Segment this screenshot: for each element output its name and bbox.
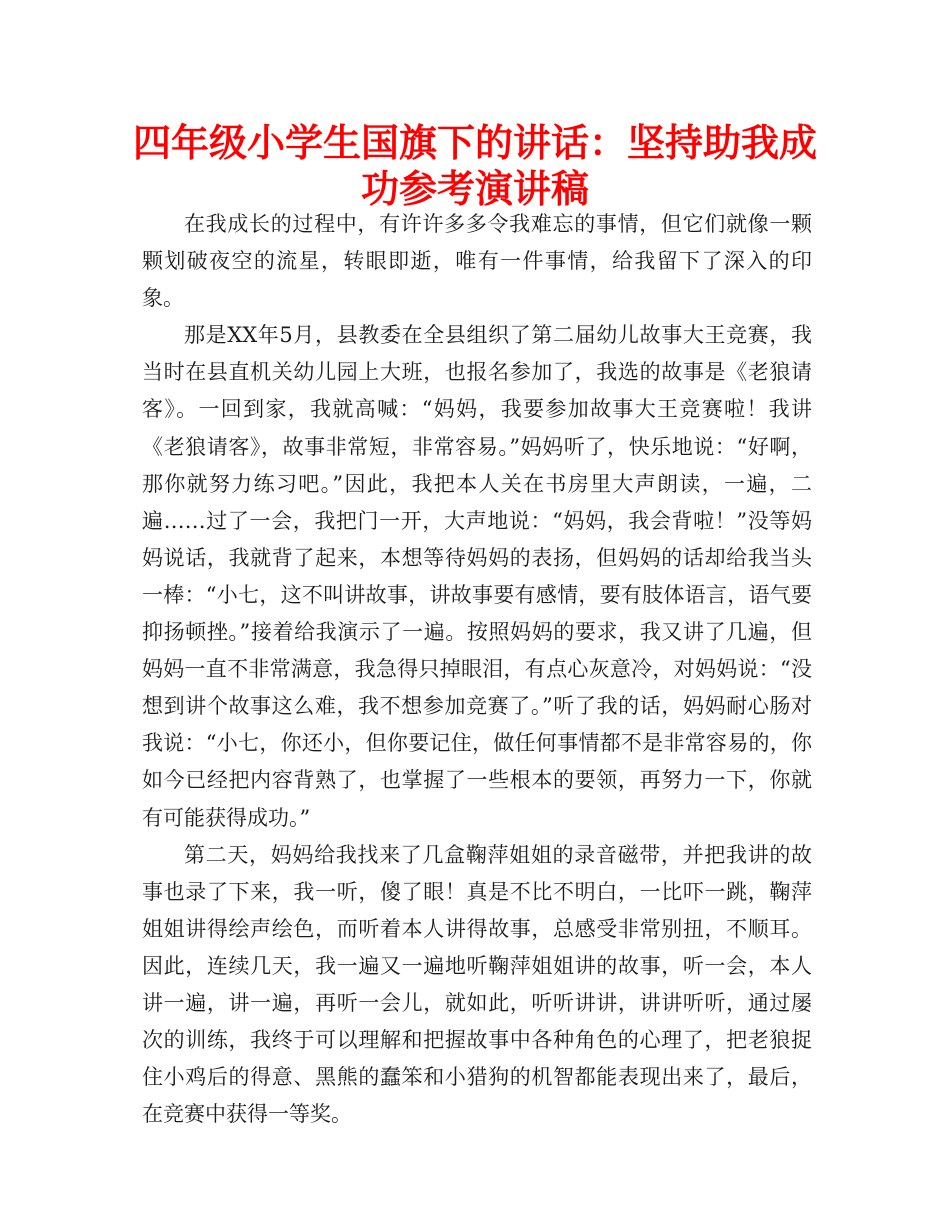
paragraph: 那是XX年5月，县教委在全县组织了第二届幼儿故事大王竞赛，我当时在县直机关幼儿园上大班，也报名参加了，我选的故事是《老狼请客》。一回到家，我就高喊：“妈妈，我要参加故事大王竞赛啦！我讲《老狼请客》，故事非常短，非常容易。”妈妈听了，快乐地说：“好啊，那你就努力练习吧。”因此，我把本人关在书房里大声朗读，一遍，二遍……过了一会，我把门一开，大声地说：“妈妈，我会背啦！”没等妈妈说话，我就背了起来，本想等待妈妈的表扬，但妈妈的话却给我当头一棒：“小七，这不叫讲故事，讲故事要有感情，要有肢体语言，语气要抑扬顿挫。”接着给我演示了一遍。按照妈妈的要求，我又讲了几遍，但妈妈一直不非常满意，我急得只掉眼泪，有点心灰意冷，对妈妈说：“没想到讲个故事这么难，我不想参加竞赛了。”听了我的话，妈妈耐心肠对我说：“小七，你还小，但你要记住，做任何事情都不是非常容易的，你如今已经把内容背熟了，也掌握了一些根本的要领，再努力一下，你就有可能获得成功。” [142, 323, 812, 830]
paragraph: 在我成长的过程中，有许许多多令我难忘的事情，但它们就像一颗颗划破夜空的流星，转眼即逝，唯有一件事情，给我留下了深入的印象。 [142, 212, 812, 311]
document-title: 四年级小学生国旗下的讲话：坚持助我成功参考演讲稿 [132, 121, 817, 211]
document-body [142, 206, 812, 1133]
paragraph: 第二天，妈妈给我找来了几盒鞠萍姐姐的录音磁带，并把我讲的故事也录了下来，我一听，傻了眼！真是不比不明白，一比吓一跳，鞠萍姐姐讲得绘声绘色，而听着本人讲得故事，总感受非常别扭，不顺耳。因此，连续几天，我一遍又一遍地听鞠萍姐姐讲的故事，听一会，本人讲一遍，讲一遍，再听一会儿，就如此，听听讲讲，讲讲听听，通过屡次的训练，我终于可以理解和把握故事中各种角色的心理了，把老狼捉住小鸡后的得意、黑熊的蠢笨和小猎狗的机智都能表现出来了，最后，在竞赛中获得一等奖。 [142, 842, 812, 1127]
